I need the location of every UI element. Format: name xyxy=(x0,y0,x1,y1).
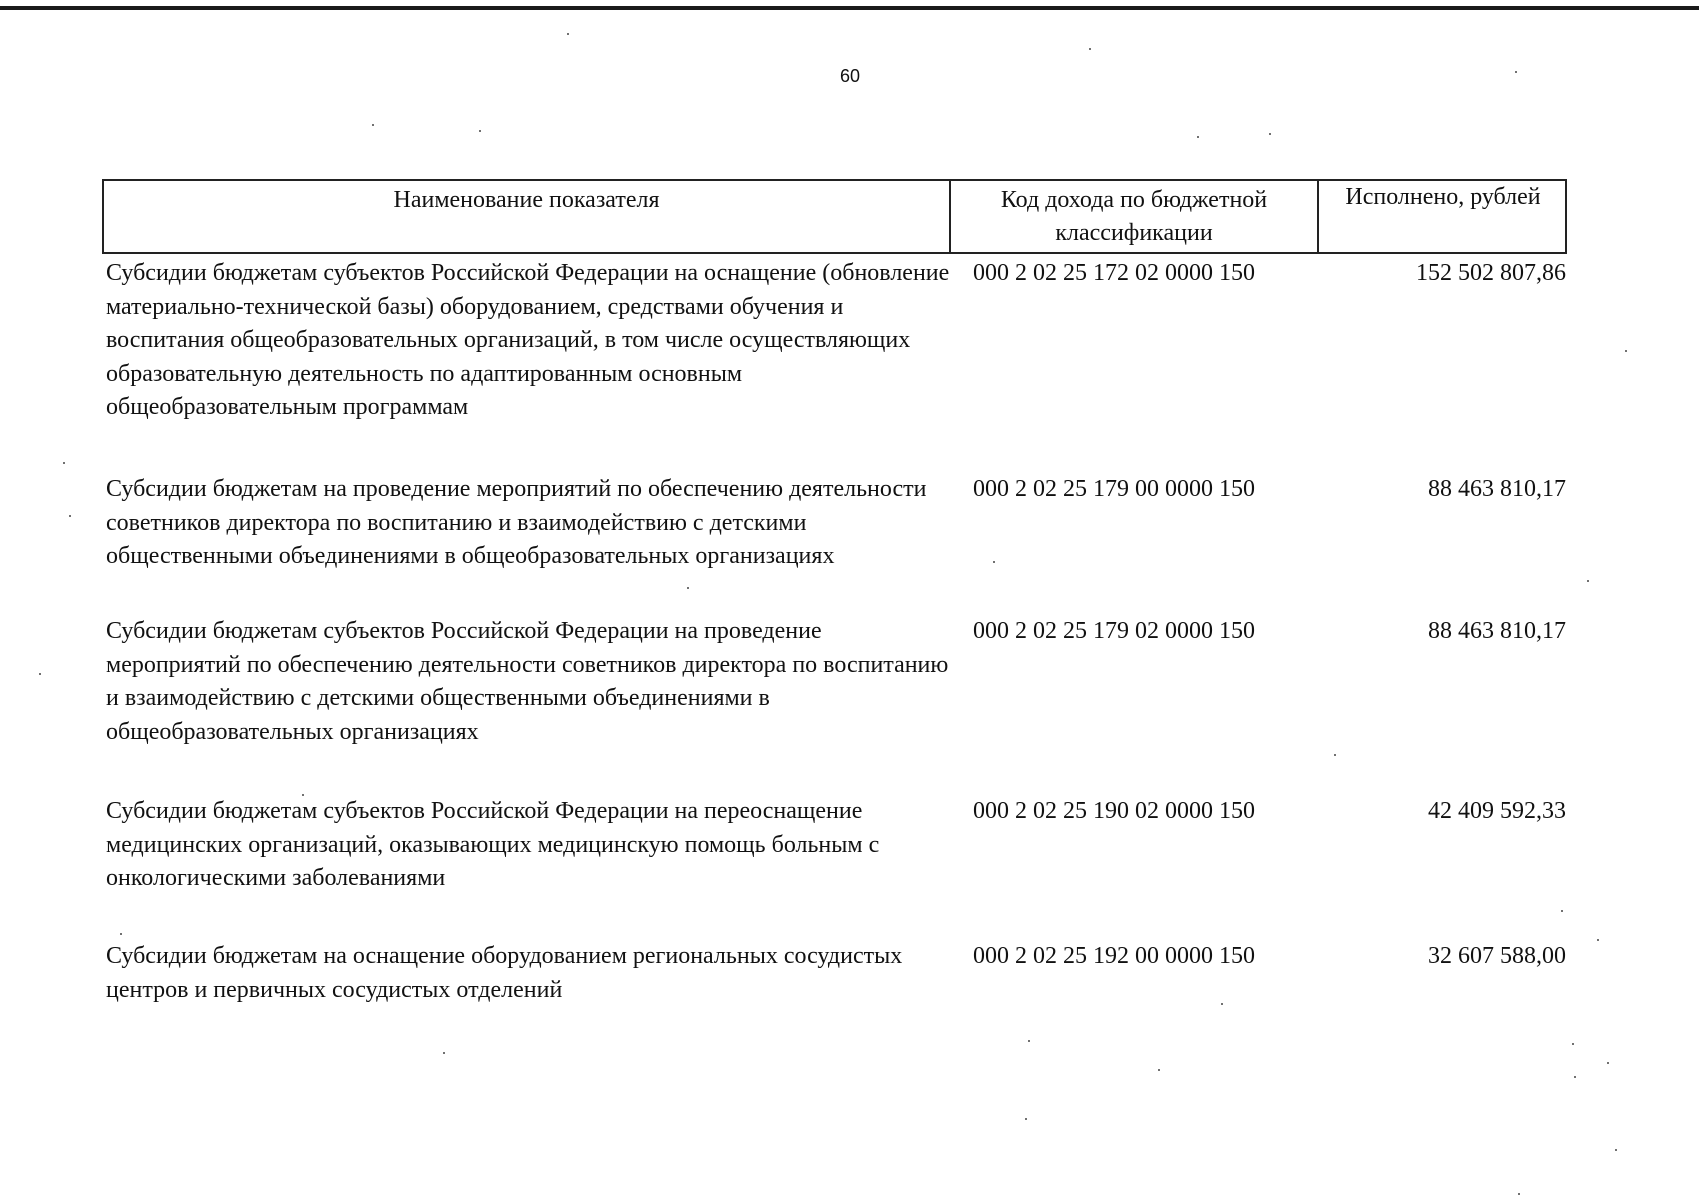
row-code: 000 2 02 25 190 02 0000 150 xyxy=(973,798,1255,824)
row-name: Субсидии бюджетам на оснащение оборудованием региональных сосудистых центров и первичных сосудистых отделений xyxy=(106,943,903,1003)
header-code: Код дохода по бюджетной классификации xyxy=(949,181,1317,252)
row-amount: 152 502 807,86 xyxy=(1416,260,1566,286)
row-amount: 88 463 810,17 xyxy=(1428,618,1566,644)
row-name: Субсидии бюджетам субъектов Российской Федерации на переоснащение медицинских организаций, оказывающих медицинскую помощь больным с онкологическими заболеваниями xyxy=(106,798,880,891)
row-name: Субсидии бюджетам субъектов Российской Федерации на проведение мероприятий по обеспечению деятельности советников директора по воспитанию и взаимодействию с детскими общественными объединениями в общеобразовательных организациях xyxy=(106,618,949,745)
top-border-rule xyxy=(0,6,1699,10)
header-name: Наименование показателя xyxy=(393,187,660,213)
table-header xyxy=(102,179,1567,254)
row-name: Субсидии бюджетам субъектов Российской Федерации на оснащение (обновление материально-технической базы) оборудованием, средствами обучения и воспитания общеобразовательных организаций, в том числе осуществляющих образовательную деятельность по адаптированным основным общеобразовательным программам xyxy=(106,260,950,420)
row-name: Субсидии бюджетам на проведение мероприятий по обеспечению деятельности советников директора по воспитанию и взаимодействию с детскими общественными объединениями в общеобразовательных организациях xyxy=(106,476,927,569)
row-code: 000 2 02 25 192 00 0000 150 xyxy=(973,943,1255,969)
row-code: 000 2 02 25 179 02 0000 150 xyxy=(973,618,1255,644)
row-amount: 32 607 588,00 xyxy=(1428,943,1566,969)
row-amount: 42 409 592,33 xyxy=(1428,798,1566,824)
row-code: 000 2 02 25 179 00 0000 150 xyxy=(973,476,1255,502)
row-amount: 88 463 810,17 xyxy=(1428,476,1566,502)
header-amount: Исполнено, рублей xyxy=(1317,181,1567,252)
page-number: 60 xyxy=(839,66,861,86)
row-code: 000 2 02 25 172 02 0000 150 xyxy=(973,260,1255,286)
